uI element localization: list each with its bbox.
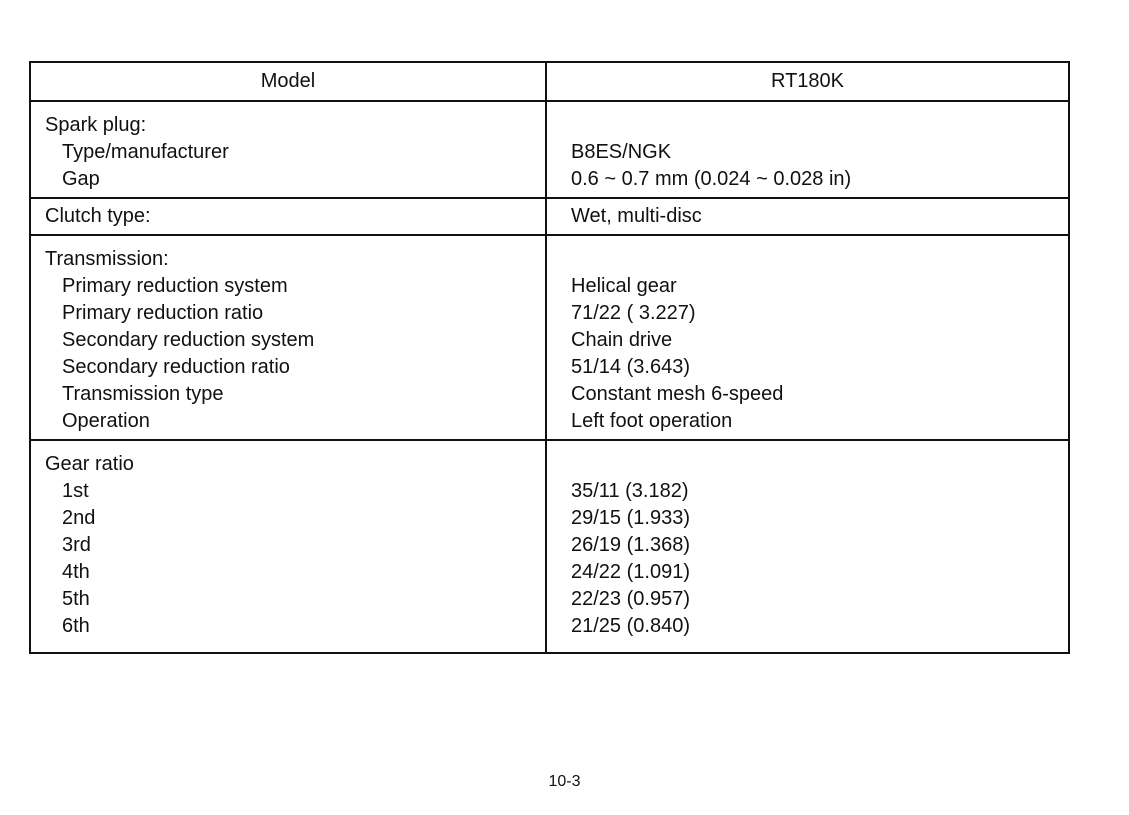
transmission-label: Primary reduction system xyxy=(62,275,288,297)
spark-plug-gap-label: Gap xyxy=(62,168,100,190)
clutch-label: Clutch type: xyxy=(45,205,151,227)
transmission-label: Transmission type xyxy=(62,383,224,405)
gear-label: 5th xyxy=(62,588,90,610)
spec-table xyxy=(29,61,1070,654)
page-number: 10-3 xyxy=(548,773,581,790)
transmission-value: 71/22 ( 3.227) xyxy=(571,302,696,324)
gear-value: 21/25 (0.840) xyxy=(571,615,690,637)
spark-plug-title: Spark plug: xyxy=(45,114,147,136)
spark-plug-type-label: Type/manufacturer xyxy=(62,141,229,163)
transmission-value: Chain drive xyxy=(571,329,673,351)
gear-value: 35/11 (3.182) xyxy=(571,480,689,502)
transmission-value: Helical gear xyxy=(571,275,677,297)
gear-value: 24/22 (1.091) xyxy=(571,561,690,583)
gear-label: 3rd xyxy=(62,534,91,556)
table-row-clutch xyxy=(31,197,1068,234)
transmission-label: Operation xyxy=(62,410,150,432)
spark-plug-type-value: B8ES/NGK xyxy=(571,141,672,163)
header-model: Model xyxy=(31,63,547,100)
gear-value: 29/15 (1.933) xyxy=(571,507,690,529)
gear-label: 2nd xyxy=(62,507,96,529)
transmission-value: Left foot operation xyxy=(571,410,733,432)
transmission-value: 51/14 (3.643) xyxy=(571,356,690,378)
clutch-value: Wet, multi-disc xyxy=(571,205,702,227)
table-row-transmission xyxy=(31,234,1068,439)
gear-label: 6th xyxy=(62,615,90,637)
spark-plug-gap-value: 0.6 ~ 0.7 mm (0.024 ~ 0.028 in) xyxy=(571,168,852,190)
gear-ratio-title: Gear ratio xyxy=(45,453,134,475)
header-model-value: RT180K xyxy=(770,70,844,92)
gear-value: 26/19 (1.368) xyxy=(571,534,690,556)
table-row-gear-ratio xyxy=(31,439,1068,652)
table-header-row xyxy=(31,63,1068,100)
table-row-spark-plug xyxy=(31,100,1068,197)
transmission-label: Primary reduction ratio xyxy=(62,302,264,324)
gear-value: 22/23 (0.957) xyxy=(571,588,690,610)
gear-label: 1st xyxy=(62,480,89,502)
transmission-value: Constant mesh 6-speed xyxy=(571,383,784,405)
transmission-label: Secondary reduction system xyxy=(62,329,315,351)
transmission-label: Secondary reduction ratio xyxy=(62,356,290,378)
gear-label: 4th xyxy=(62,561,90,583)
transmission-title: Transmission: xyxy=(45,248,169,270)
